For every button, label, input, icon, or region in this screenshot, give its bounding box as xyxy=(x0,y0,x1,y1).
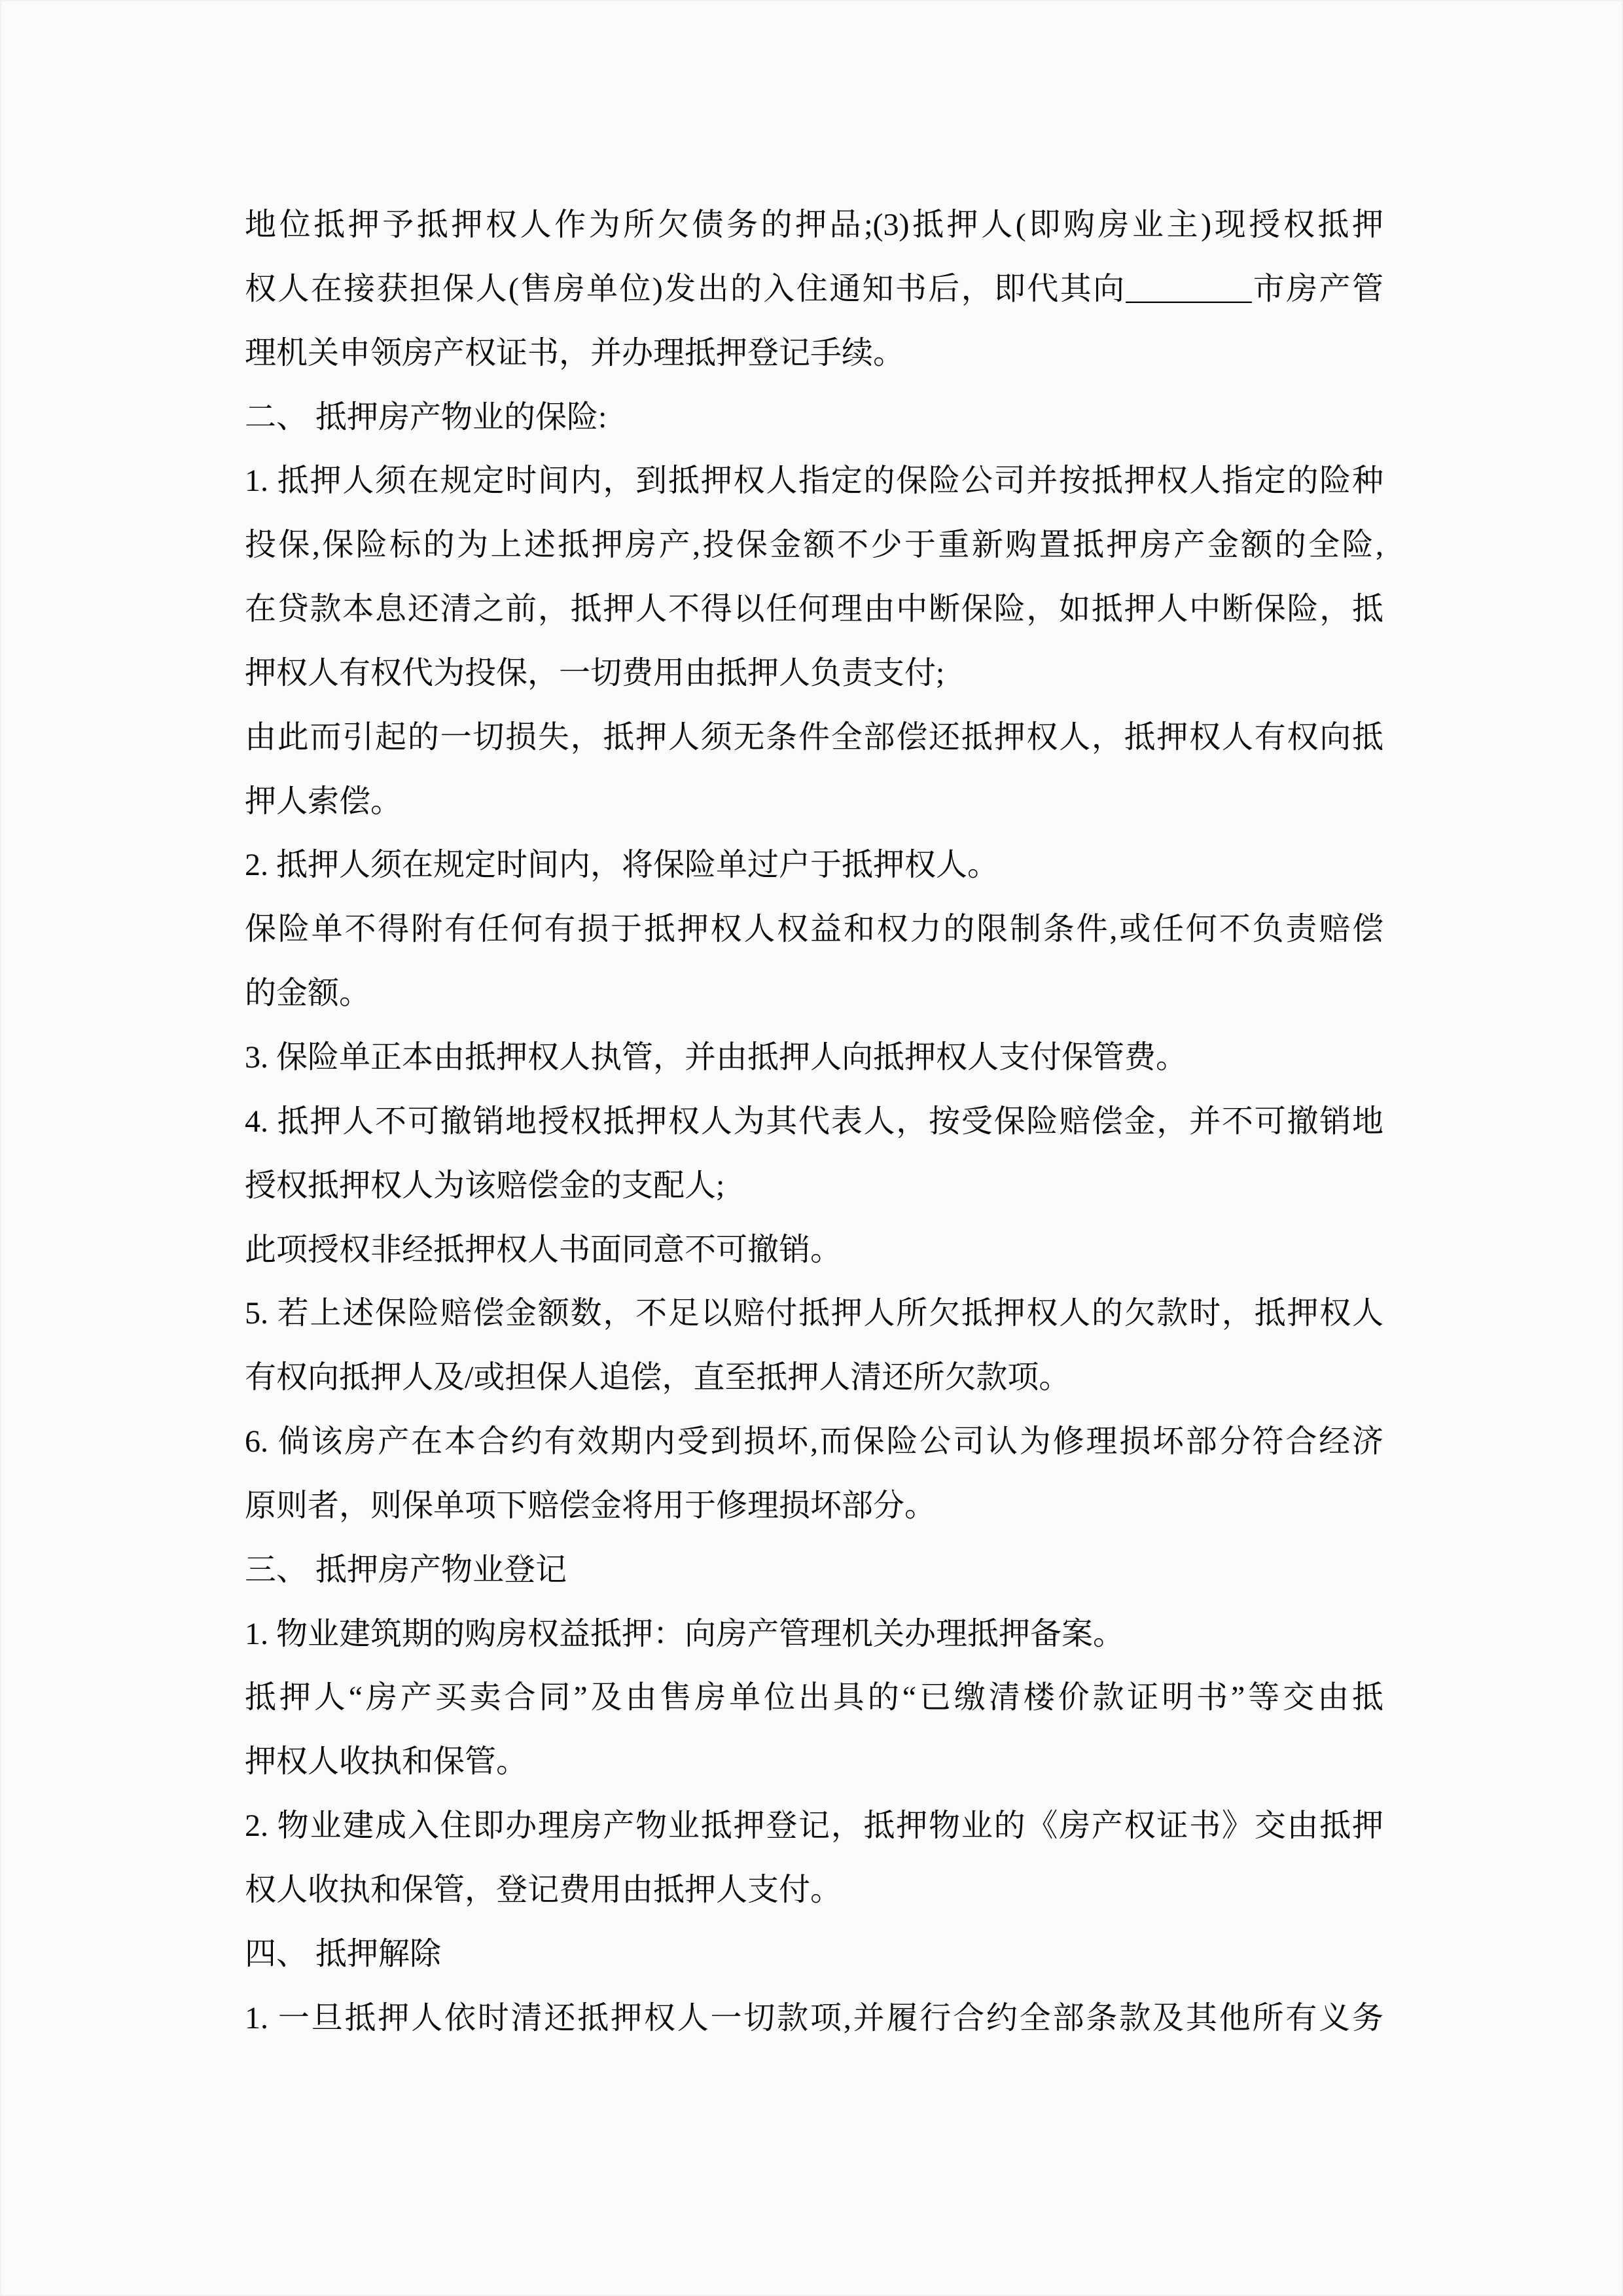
text-line: 权人在接获担保人(售房单位)发出的入住通知书后，即代其向________市房产管 xyxy=(245,271,1383,306)
text-line: 授权抵押权人为该赔偿金的支配人; xyxy=(245,1168,725,1203)
text-line: 的金额。 xyxy=(245,976,371,1011)
text-line: 保险单不得附有任何有损于抵押权人权益和权力的限制条件,或任何不负责赔偿 xyxy=(245,912,1383,947)
contract-body-text xyxy=(245,193,1383,2050)
text-line: 理机关申领房产权证书，并办理抵押登记手续。 xyxy=(245,335,905,370)
text-line: 押权人收执和保管。 xyxy=(245,1744,528,1780)
text-line: 权人收执和保管，登记费用由抵押人支付。 xyxy=(245,1872,842,1907)
text-line: 2. 物业建成入住即办理房产物业抵押登记，抵押物业的《房产权证书》交由抵押 xyxy=(245,1808,1383,1844)
text-line: 5. 若上述保险赔偿金额数，不足以赔付抵押人所欠抵押权人的欠款时，抵押权人 xyxy=(245,1296,1383,1331)
text-line: 押权人有权代为投保，一切费用由抵押人负责支付; xyxy=(245,655,945,691)
text-line: 4. 抵押人不可撤销地授权抵押权人为其代表人，按受保险赔偿金，并不可撤销地 xyxy=(245,1103,1383,1139)
text-line: 三、 抵押房产物业登记 xyxy=(245,1552,567,1587)
text-line: 在贷款本息还清之前，抵押人不得以任何理由中断保险，如抵押人中断保险，抵 xyxy=(245,592,1383,627)
text-line: 抵押人“房产买卖合同”及由售房单位出具的“已缴清楼价款证明书”等交由抵 xyxy=(245,1680,1383,1715)
text-line: 有权向抵押人及/或担保人追偿，直至抵押人清还所欠款项。 xyxy=(245,1360,1071,1395)
text-line: 1. 抵押人须在规定时间内，到抵押权人指定的保险公司并按抵押权人指定的险种 xyxy=(245,463,1383,499)
text-line: 1. 一旦抵押人依时清还抵押权人一切款项,并履行合约全部条款及其他所有义务 xyxy=(245,2000,1383,2036)
text-line: 1. 物业建筑期的购房权益抵押：向房产管理机关办理抵押备案。 xyxy=(245,1616,1125,1651)
text-line: 原则者，则保单项下赔偿金将用于修理损坏部分。 xyxy=(245,1488,936,1523)
text-line: 二、 抵押房产物业的保险: xyxy=(245,399,607,435)
text-line: 3. 保险单正本由抵押权人执管，并由抵押人向抵押权人支付保管费。 xyxy=(245,1039,1188,1075)
text-line: 由此而引起的一切损失，抵押人须无条件全部偿还抵押权人，抵押权人有权向抵 xyxy=(245,719,1383,755)
text-line: 2. 抵押人须在规定时间内，将保险单过户于抵押权人。 xyxy=(245,848,999,883)
text-line: 此项授权非经抵押权人书面同意不可撤销。 xyxy=(245,1232,842,1267)
text-line: 投保,保险标的为上述抵押房产,投保金额不少于重新购置抵押房产金额的全险, xyxy=(245,528,1383,563)
text-line: 6. 倘该房产在本合约有效期内受到损坏,而保险公司认为修理损坏部分符合经济 xyxy=(245,1424,1383,1460)
text-line: 地位抵押予抵押权人作为所欠债务的押品;(3)抵押人(即购房业主)现授权抵押 xyxy=(245,207,1383,242)
text-line: 押人索偿。 xyxy=(245,783,402,819)
text-line: 四、 抵押解除 xyxy=(245,1936,442,1971)
